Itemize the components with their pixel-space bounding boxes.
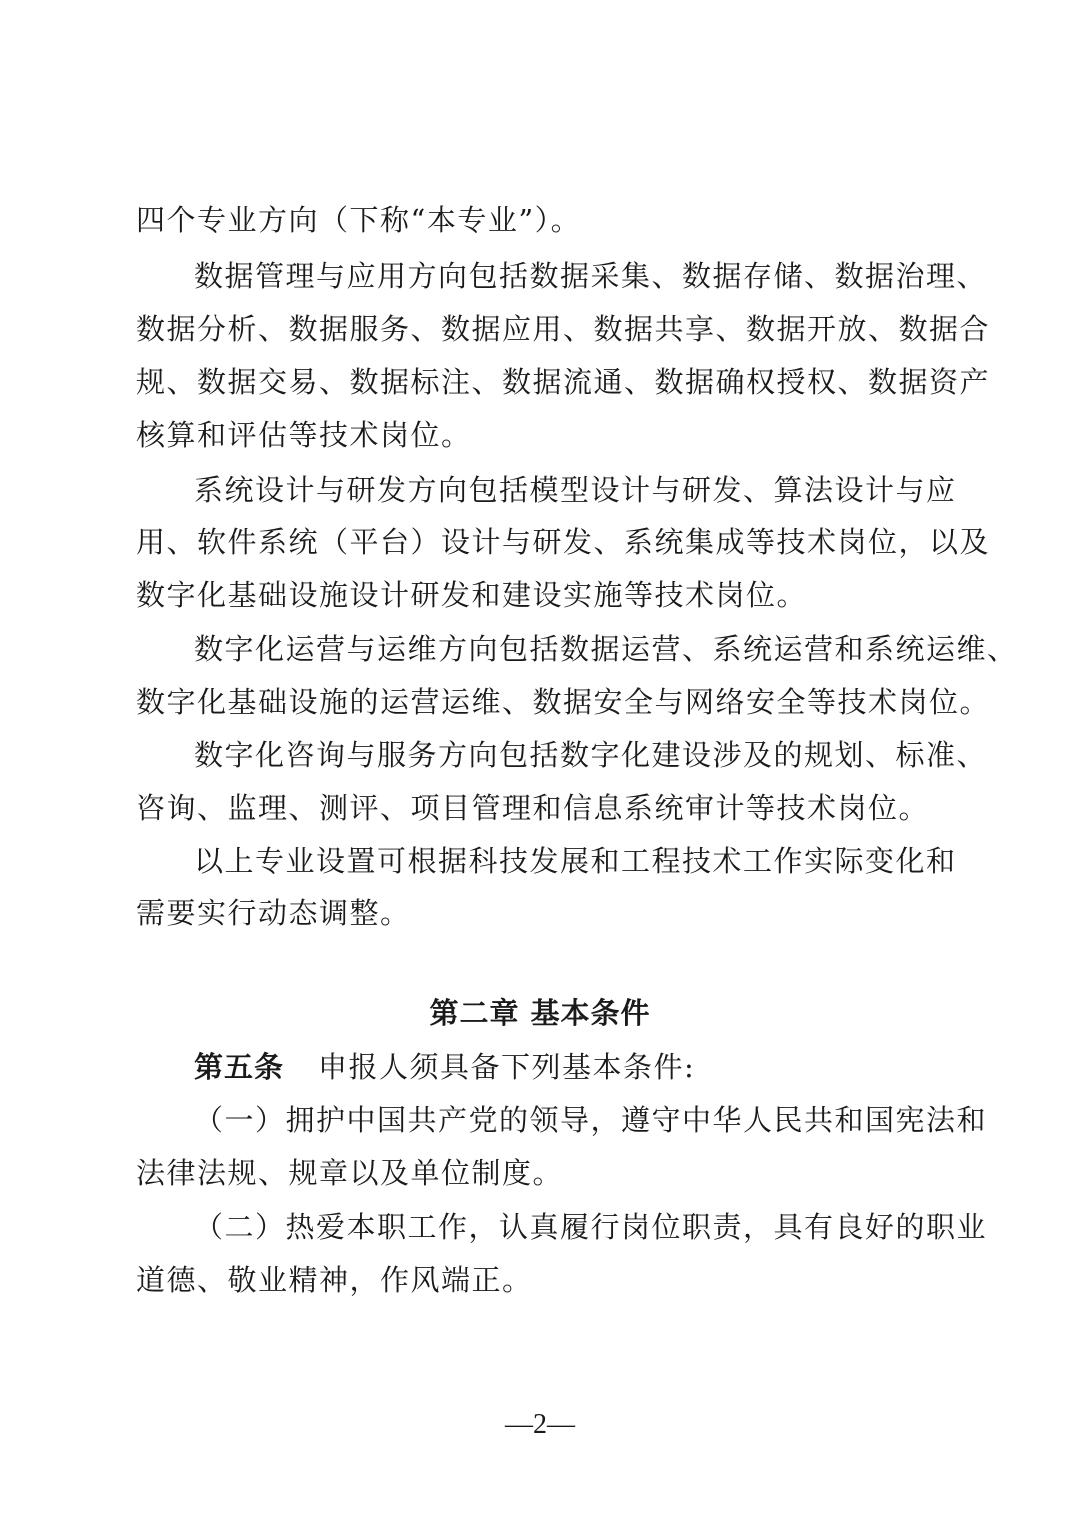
paragraph-line: 以上专业设置可根据科技发展和工程技术工作实际变化和 (194, 844, 957, 878)
paragraph-line: 数字化咨询与服务方向包括数字化建设涉及的规划、标准、 (194, 738, 988, 772)
article-text: 申报人须具备下列基本条件: (318, 1050, 696, 1084)
paragraph-line: 数据分析、数据服务、数据应用、数据共享、数据开放、数据合 (136, 312, 991, 346)
paragraph-line: 用、软件系统（平台）设计与研发、系统集成等技术岗位，以及 (136, 525, 991, 559)
paragraph-line: 系统设计与研发方向包括模型设计与研发、算法设计与应 (194, 473, 957, 507)
paragraph-line: 数字化运营与运维方向包括数据运营、系统运营和系统运维、 (194, 632, 1018, 666)
condition-line: （一）拥护中国共产党的领导，遵守中华人民共和国宪法和 (194, 1103, 988, 1137)
condition-line: 法律法规、规章以及单位制度。 (136, 1156, 564, 1190)
paragraph-line: 规、数据交易、数据标注、数据流通、数据确权授权、数据资产 (136, 365, 991, 399)
condition-line: （二）热爱本职工作，认真履行岗位职责，具有良好的职业 (194, 1210, 988, 1244)
paragraph-line: 需要实行动态调整。 (136, 896, 411, 930)
paragraph-line: 咨询、监理、测评、项目管理和信息系统审计等技术岗位。 (136, 791, 930, 825)
article-label: 第五条 (194, 1050, 285, 1084)
paragraph-line: 四个专业方向（下称“本专业”）。 (136, 203, 582, 237)
paragraph-line: 核算和评估等技术岗位。 (136, 418, 472, 452)
condition-line: 道德、敬业精神，作风端正。 (136, 1263, 533, 1297)
paragraph-line: 数字化基础设施设计研发和建设实施等技术岗位。 (136, 578, 808, 612)
page-number: —2— (505, 1409, 575, 1440)
paragraph-line: 数据管理与应用方向包括数据采集、数据存储、数据治理、 (194, 259, 988, 293)
chapter-heading: 第二章 基本条件 (429, 996, 651, 1030)
article-line (194, 1049, 695, 1085)
paragraph-line: 数字化基础设施的运营运维、数据安全与网络安全等技术岗位。 (136, 685, 991, 719)
